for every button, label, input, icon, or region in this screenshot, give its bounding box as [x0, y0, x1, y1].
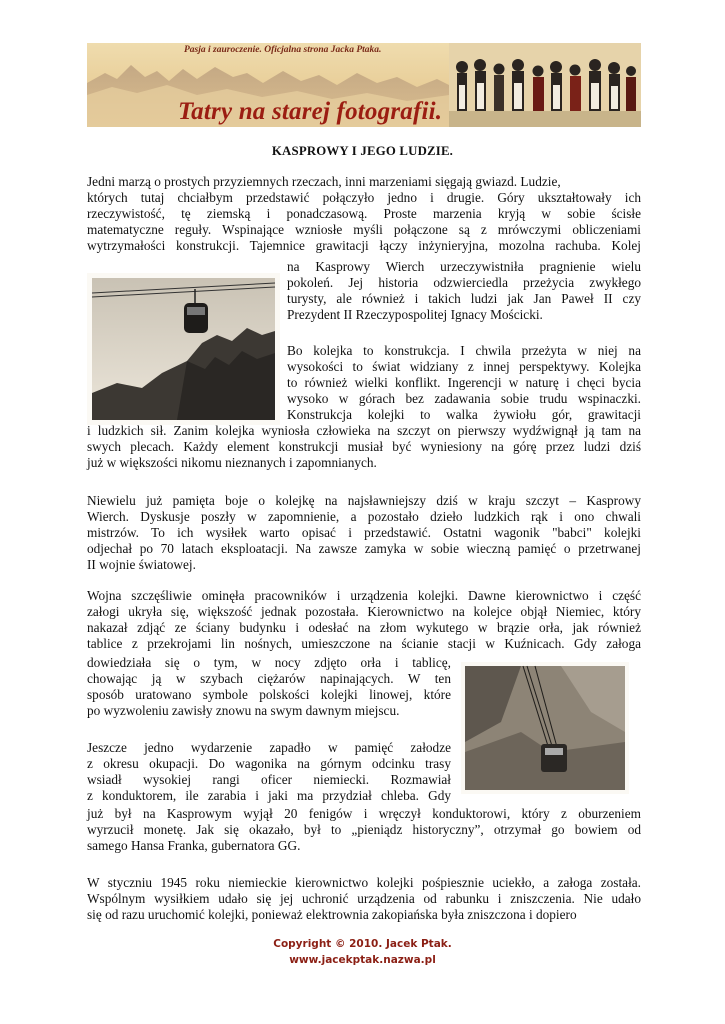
text-line: sposób uratowano symbole polskości kolejki linowej, które [87, 687, 451, 702]
text-line: Wojna szczęśliwie ominęła pracowników i urządzenia kolejki. Dawne kierownictwo i część [87, 588, 641, 603]
text-line: tablice z przekrojami lin nośnych, umieszczone na ścianie stacji w Kuźnicach. Gdy załoga [87, 636, 641, 651]
text-line: wysokości to świat widziany z innej perspektywy. Kolejka [287, 359, 641, 374]
header-banner [87, 43, 641, 127]
text-line: już w większości nikomu nieznanych i zapomnianych. [87, 455, 377, 470]
text-line: swych plecach. Każdy element konstrukcji musiał być wyniesiony na górę przez ludzi dziś [87, 439, 641, 454]
text-line: Jedni marzą o prostych przyziemnych rzeczach, inni marzeniami sięgają gwiazd. Ludzie, [87, 174, 561, 189]
text-line: chowając ją w szybach ciężarów napinających. W ten [87, 671, 451, 686]
text-line: Konstrukcja kolejki to walka żywiołu gór, grawitacji [287, 407, 641, 422]
text-line: już był na Kasprowym wyjął 20 fenigów i wręczył konduktorowi, który z oburzeniem [87, 806, 641, 821]
highlanders-illustration [449, 43, 641, 127]
text-line: nakazał zdjąć ze ściany budynku i odesłać na złom wykutego w brązie orła, jak również [87, 620, 641, 635]
text-line: po wyzwoleniu zawisły znowu na swym dawnym miejscu. [87, 703, 400, 718]
text-line: turysty, ale również i takich ludzi jak Jan Paweł II czy [287, 291, 641, 306]
site-title: Tatry na starej fotografii. [178, 98, 443, 125]
text-line: rzeczywistość, tę ziemską i ponadczasową. Proste marzenia kryją w sobie ścisłe [87, 206, 641, 221]
text-line: W styczniu 1945 roku niemieckie kierownictwo kolejki pośpiesznie uciekło, a załoga została. [87, 875, 641, 890]
footer-copyright: Copyright © 2010. Jacek Ptak. [273, 938, 452, 950]
site-tagline: Pasja i zauroczenie. Oficjalna strona Jacka Ptaka. [184, 45, 382, 55]
cable-car-descent-photo [461, 662, 629, 794]
article-title: KASPROWY I JEGO LUDZIE. [271, 144, 454, 158]
text-line: wytrzymałości konstrukcji. Tajemnice grawitacji łączy inżynieryjna, mozolna rachuba. Kolej [87, 238, 641, 253]
text-line: to również wielki konflikt. Ingerencji w naturę i chęci bycia [287, 375, 641, 390]
text-line: Bo kolejka to konstrukcja. I chwila przeżyta w niej na [287, 343, 641, 358]
text-line: samego Hansa Franka, gubernatora GG. [87, 838, 301, 853]
text-line: mistrzów. To ich wysiłek warto opisać i przedstawić. Ostatni wagonik "babci" kolejki [87, 525, 641, 540]
text-line: Wspólnym wysiłkiem udało się jej uchronić urządzenia od rabunku i zniszczenia. Nie udało [87, 891, 641, 906]
text-line: odjechał po 70 latach eksploatacji. Na zawsze zamyka w sobie wieczną pamięć o przetrwanej [87, 541, 641, 556]
text-line: Wierch. Dyskusje poszły w zapomnienie, a pozostało dzieło ludzkich rąk i ono chwali [87, 509, 641, 524]
text-line: się od razu uruchomić kolejki, ponieważ elektrownia zakopiańska była zniszczona i dopiero [87, 907, 577, 922]
text-line: których tutaj chciałbym przedstawić połączyło jedno i drugie. Góry ukształtowały ich [87, 190, 641, 205]
cable-car-photo [87, 273, 280, 425]
text-line: Niewielu już pamięta boje o kolejkę na najsławniejszy dziś w kraju szczyt – Kasprowy [87, 493, 641, 508]
text-line: wysoko w górach bez zadawania sobie trudu wspinaczki. [287, 391, 641, 406]
text-line: i ludzkich sił. Zanim kolejka wyniosła człowieka na szczyt on pierwszy wydźwignął ją tam na [87, 423, 641, 438]
text-line: z okresu okupacji. Do wagonika na górnym odcinku trasy [87, 756, 451, 771]
text-line: matematyczne reguły. Wspinające wzniosłe myśli połączone są z mrówczymi obliczeniami [87, 222, 641, 237]
text-line: dowiedziała się o tym, w nocy zdjęto orła i tablicę, [87, 655, 451, 670]
text-line: z konduktorem, ile zarabia i jaki ma przydział chleba. Gdy [87, 788, 451, 803]
text-line: wyrzucił monetę. Jak się okazało, był to „pieniądz historyczny”, otrzymał go bowiem od [87, 822, 641, 837]
text-line: pokoleń. Jej historia odzwierciedla przeżycia zwykłego [287, 275, 641, 290]
text-line: na Kasprowy Wierch urzeczywistniła pragnienie wielu [287, 259, 641, 274]
footer-url[interactable]: www.jacekptak.nazwa.pl [289, 954, 436, 966]
text-line: II wojnie światowej. [87, 557, 196, 572]
text-line: załogi ukryła się, większość jednak pozostała. Kierownictwo na kolejce objął Niemiec, który [87, 604, 641, 619]
text-line: Prezydent II Rzeczypospolitej Ignacy Mościcki. [287, 307, 543, 322]
text-line: Jeszcze jedno wydarzenie zapadło w pamięć załodze [87, 740, 451, 755]
text-line: wsiadł wysokiej rangi oficer niemiecki. Rozmawiał [87, 772, 451, 787]
